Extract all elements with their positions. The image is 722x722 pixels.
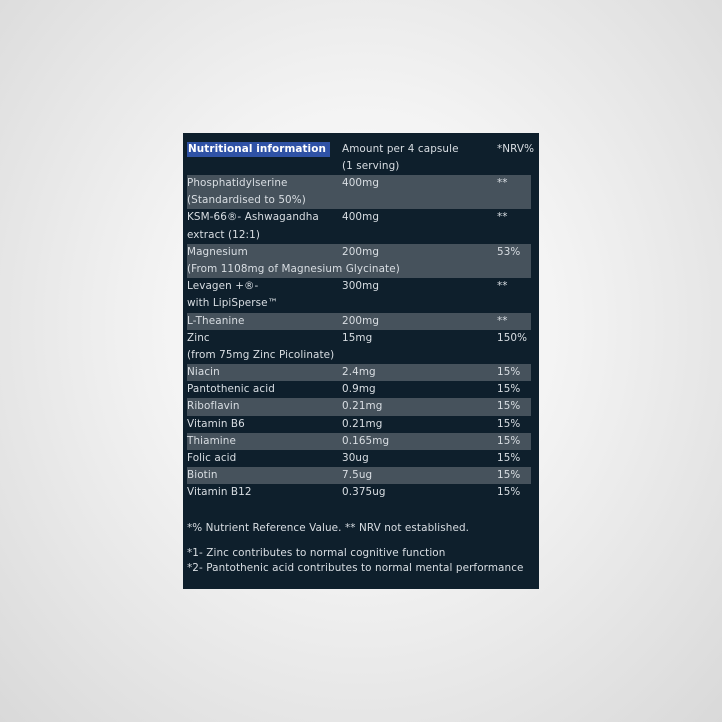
nutrient-name: Niacin <box>187 366 220 379</box>
table-row <box>187 467 531 484</box>
nutrient-amount: 7.5ug <box>342 469 373 482</box>
nutrient-name: KSM-66®- Ashwagandha <box>187 211 319 224</box>
nutrient-nrv: ** <box>497 177 508 189</box>
nutrient-nrv: ** <box>497 314 508 327</box>
nrv-header: *NRV% <box>497 143 535 155</box>
nutrition-panel <box>183 133 539 589</box>
amount-header-line1: Amount per 4 capsule <box>342 143 459 155</box>
nutrient-table <box>187 175 531 502</box>
nutrient-nrv: 15% <box>497 486 521 499</box>
footnotes <box>187 520 531 576</box>
table-row <box>187 433 531 450</box>
nutrient-name: Levagen +®- <box>187 280 259 293</box>
table-row <box>187 398 531 415</box>
nrv-footnote: *% Nutrient Reference Value. ** NRV not established. <box>187 521 470 534</box>
nutrient-amount: 200mg <box>342 314 380 327</box>
claim-pantothenic: *2- Pantothenic acid contributes to normal mental performance <box>187 561 524 574</box>
nutrient-amount: 200mg <box>342 245 380 258</box>
nutrient-name: L-Theanine <box>187 314 245 327</box>
nutrient-amount: 0.9mg <box>342 383 376 396</box>
nutrient-name: Phosphatidylserine <box>187 177 288 189</box>
nutrient-name: Riboflavin <box>187 400 240 413</box>
nutrient-amount: 15mg <box>342 331 373 344</box>
table-row <box>187 484 531 501</box>
nutrient-amount: 400mg <box>342 177 380 189</box>
claim-zinc: *1- Zinc contributes to normal cognitive function <box>187 546 446 559</box>
nutrient-detail: (from 75mg Zinc Picolinate) <box>187 348 335 361</box>
nutrient-name: Pantothenic acid <box>187 383 275 396</box>
table-row <box>187 175 531 209</box>
nutrient-detail: (Standardised to 50%) <box>187 194 306 207</box>
nutrient-detail: (From 1108mg of Magnesium Glycinate) <box>187 262 400 275</box>
table-row <box>187 278 531 312</box>
nutrient-amount: 400mg <box>342 211 380 224</box>
nutrient-nrv: 150% <box>497 331 528 344</box>
nutrient-amount: 30ug <box>342 452 369 464</box>
table-row <box>187 381 531 398</box>
nutrient-amount: 2.4mg <box>342 366 376 379</box>
nutrient-detail: extract (12:1) <box>187 228 261 241</box>
nutrient-name: Thiamine <box>187 434 236 447</box>
nutrient-detail: with LipiSperse™ <box>187 297 279 310</box>
nutrient-nrv: 15% <box>497 383 521 396</box>
nutrient-nrv: ** <box>497 280 508 293</box>
table-row <box>187 330 531 364</box>
nutrient-amount: 0.21mg <box>342 400 383 413</box>
table-header <box>187 141 535 175</box>
nutrient-name: Vitamin B12 <box>187 486 252 499</box>
nutrient-nrv: 15% <box>497 434 521 447</box>
nutrient-name: Vitamin B6 <box>187 417 245 430</box>
nutrient-nrv: 15% <box>497 452 521 464</box>
nutrient-nrv: 15% <box>497 366 521 379</box>
nutrient-amount: 0.21mg <box>342 417 383 430</box>
table-row <box>187 313 531 330</box>
table-row <box>187 364 531 381</box>
nutrient-name: Biotin <box>187 469 218 482</box>
nutrient-nrv: 15% <box>497 417 521 430</box>
nutrient-nrv: 15% <box>497 469 521 482</box>
nutrient-amount: 300mg <box>342 280 380 293</box>
nutrient-name: Folic acid <box>187 452 237 464</box>
table-row <box>187 416 531 433</box>
nutrient-name: Zinc <box>187 331 210 344</box>
table-row <box>187 244 531 278</box>
table-title: Nutritional information <box>187 142 330 157</box>
nutrient-name: Magnesium <box>187 245 248 258</box>
nutrient-nrv: 53% <box>497 245 521 258</box>
nutrient-amount: 0.375ug <box>342 486 386 499</box>
nutrient-nrv: 15% <box>497 400 521 413</box>
nutrient-nrv: ** <box>497 211 508 224</box>
nutrient-amount: 0.165mg <box>342 434 390 447</box>
table-row <box>187 450 531 467</box>
table-row <box>187 209 531 243</box>
amount-header-line2: (1 serving) <box>342 160 400 173</box>
